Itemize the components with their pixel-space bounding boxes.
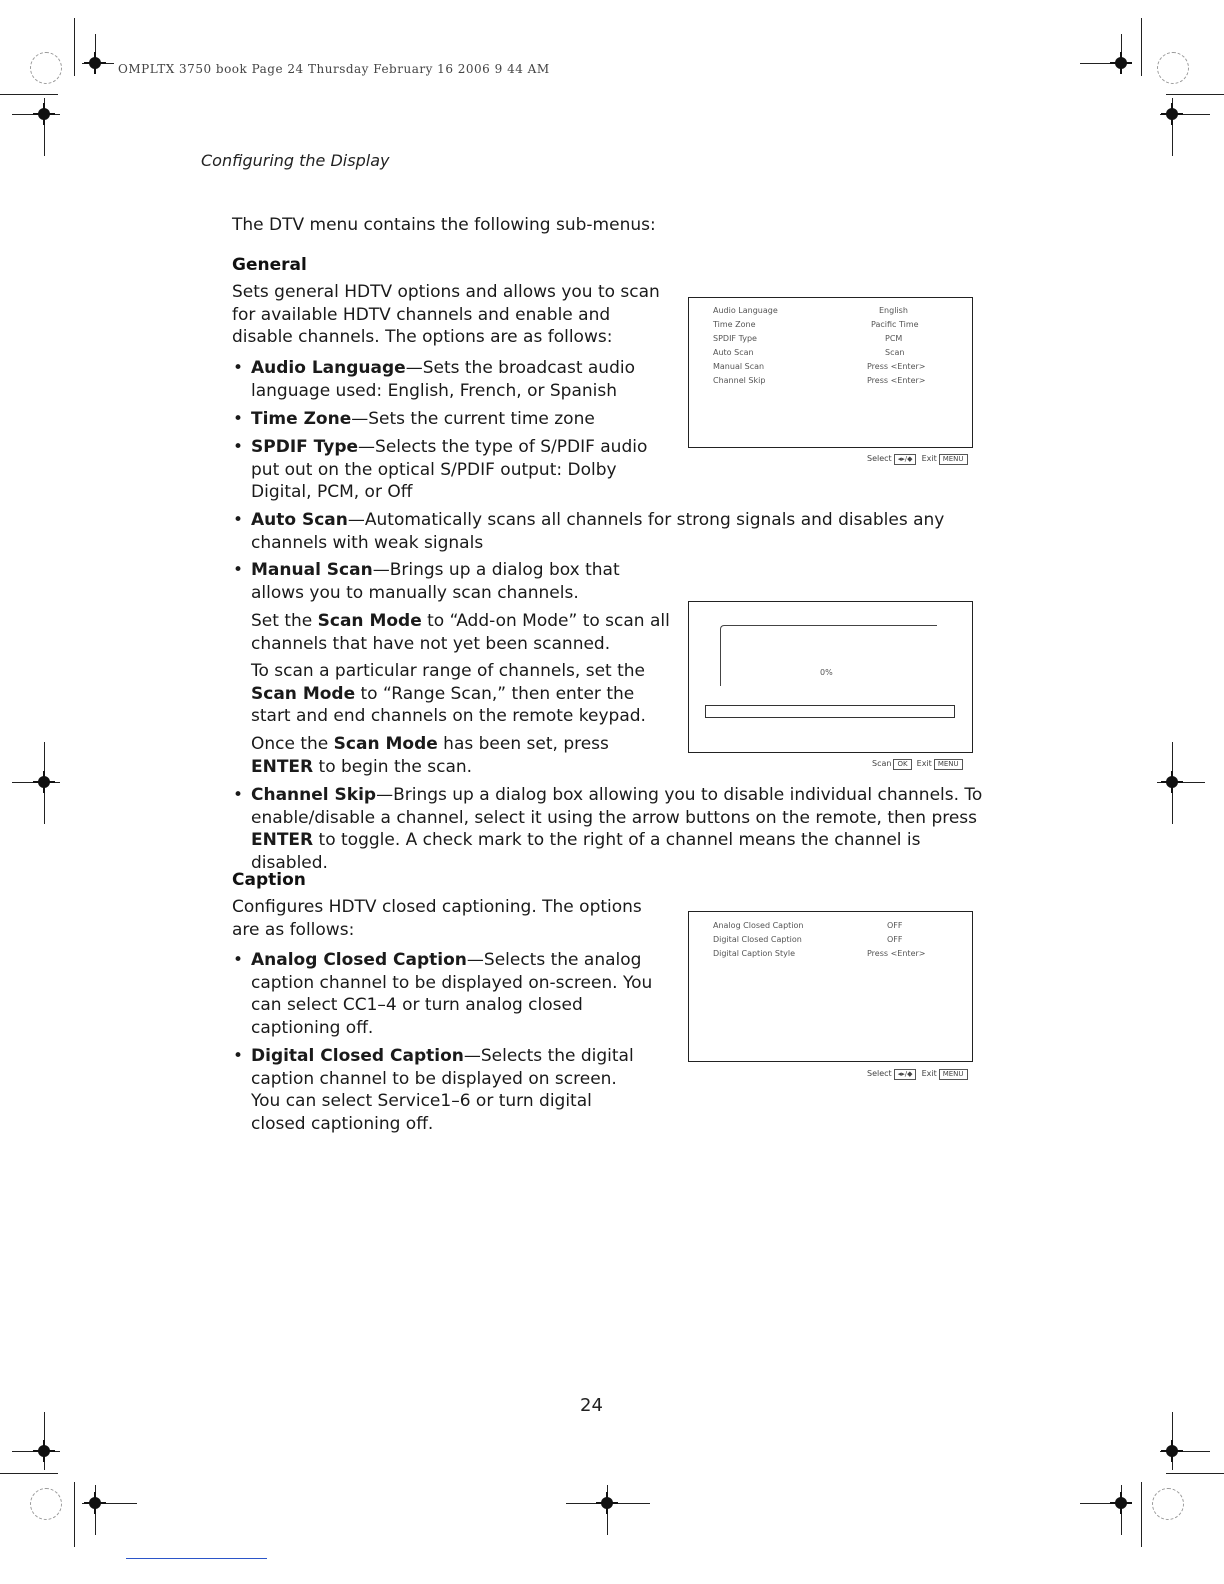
page-number: 24: [580, 1395, 603, 1416]
color-bar-icon: [1157, 52, 1189, 84]
menu-key-icon: MENU: [939, 454, 968, 465]
registration-mark-icon: [1115, 57, 1127, 69]
caption-heading: Caption: [232, 870, 306, 890]
osd-row-label: Time Zone: [713, 320, 756, 329]
color-bar-icon: [1152, 1488, 1184, 1520]
registration-mark-icon: [1166, 776, 1178, 788]
osd-scan-footer: Scan OK Exit MENU: [872, 759, 963, 770]
osd-row-label: Digital Caption Style: [713, 949, 796, 958]
scan-mode-paragraph-1: Set the Scan Mode to “Add-on Mode” to scan all channels that have not yet been scanned.: [251, 611, 670, 654]
registration-mark-icon: [38, 1445, 50, 1457]
color-bar-icon: [30, 1488, 62, 1520]
list-item-digital-closed-caption: • Digital Closed Caption—Selects the digital caption channel to be displayed on screen. You can select Service1–6 or turn digital closed captioning off.: [251, 1045, 651, 1135]
osd-row-label: SPDIF Type: [713, 334, 757, 343]
osd-caption-menu: [688, 911, 973, 1062]
list-item-audio-language: • Audio Language—Sets the broadcast audio language used: English, French, or Spanish: [251, 357, 651, 402]
section-title: Configuring the Display: [201, 151, 390, 170]
ok-key-icon: OK: [893, 759, 911, 770]
osd-row-value: English: [879, 306, 908, 315]
scan-mode-paragraph-2: To scan a particular range of channels, set the Scan Mode to “Range Scan,” then enter the start and end channels on the remote keypad.: [251, 661, 646, 726]
registration-mark-icon: [38, 776, 50, 788]
list-item-auto-scan: • Auto Scan—Automatically scans all channels for strong signals and disables any channels with weak signals: [251, 509, 991, 554]
osd-row-label: Auto Scan: [713, 348, 754, 357]
list-item-time-zone: • Time Zone—Sets the current time zone: [251, 408, 651, 431]
osd-general-menu: [688, 297, 973, 448]
registration-mark-icon: [601, 1497, 613, 1509]
osd-row-label: Audio Language: [713, 306, 778, 315]
osd-row-value: Press <Enter>: [867, 362, 926, 371]
registration-mark-icon: [89, 1497, 101, 1509]
osd-row-value: Pacific Time: [871, 320, 919, 329]
osd-row-value: Press <Enter>: [867, 949, 926, 958]
osd-caption-footer: Select ◂▸/◆ Exit MENU: [867, 1069, 968, 1080]
osd-row-value: Scan: [885, 348, 905, 357]
caption-description: Configures HDTV closed captioning. The options are as follows:: [232, 897, 642, 940]
registration-mark-icon: [1166, 1445, 1178, 1457]
osd-row-label: Channel Skip: [713, 376, 766, 385]
osd-general-footer: Select ◂▸/◆ Exit MENU: [867, 454, 968, 465]
list-item-channel-skip: • Channel Skip—Brings up a dialog box allowing you to disable individual channels. To enable/disable a channel, select it using the arrow buttons on the remote, then press ENTER to toggle. A check mark to the right of a channel means the channel is disabled.: [251, 784, 991, 874]
arrow-keys-icon: ◂▸/◆: [894, 454, 917, 465]
general-description: Sets general HDTV options and allows you to scan for available HDTV channels and enable and disable channels. The options are as follows:: [232, 282, 660, 347]
menu-key-icon: MENU: [939, 1069, 968, 1080]
registration-mark-icon: [1166, 108, 1178, 120]
osd-row-label: Manual Scan: [713, 362, 765, 371]
list-item-spdif-type: • SPDIF Type—Selects the type of S/PDIF audio put out on the optical S/PDIF output: Dolby Digital, PCM, or Off: [251, 436, 661, 504]
arrow-keys-icon: ◂▸/◆: [894, 1069, 917, 1080]
menu-key-icon: MENU: [934, 759, 963, 770]
registration-mark-icon: [89, 57, 101, 69]
scan-percent: 0%: [820, 668, 833, 677]
osd-row-value: OFF: [887, 935, 903, 944]
osd-row-value: Press <Enter>: [867, 376, 926, 385]
list-item-analog-closed-caption: • Analog Closed Caption—Selects the analog caption channel to be displayed on-screen. You can select CC1–4 or turn analog closed captioning off.: [251, 949, 661, 1039]
osd-row-value: PCM: [885, 334, 903, 343]
print-slug: OMPLTX 3750 book Page 24 Thursday February 16 2006 9 44 AM: [118, 62, 550, 76]
bottom-rule: [126, 1558, 267, 1559]
registration-mark-icon: [1115, 1497, 1127, 1509]
color-bar-icon: [30, 52, 62, 84]
osd-row-value: OFF: [887, 921, 903, 930]
osd-manual-scan-dialog: [688, 601, 973, 753]
intro-text: The DTV menu contains the following sub-menus:: [232, 215, 656, 235]
scan-mode-paragraph-3: Once the Scan Mode has been set, press ENTER to begin the scan.: [251, 734, 609, 777]
osd-row-label: Analog Closed Caption: [713, 921, 804, 930]
list-item-manual-scan: • Manual Scan—Brings up a dialog box that allows you to manually scan channels.: [251, 559, 671, 604]
general-heading: General: [232, 255, 307, 275]
scan-progress-bar: [705, 705, 955, 718]
registration-mark-icon: [38, 108, 50, 120]
osd-row-label: Digital Closed Caption: [713, 935, 802, 944]
